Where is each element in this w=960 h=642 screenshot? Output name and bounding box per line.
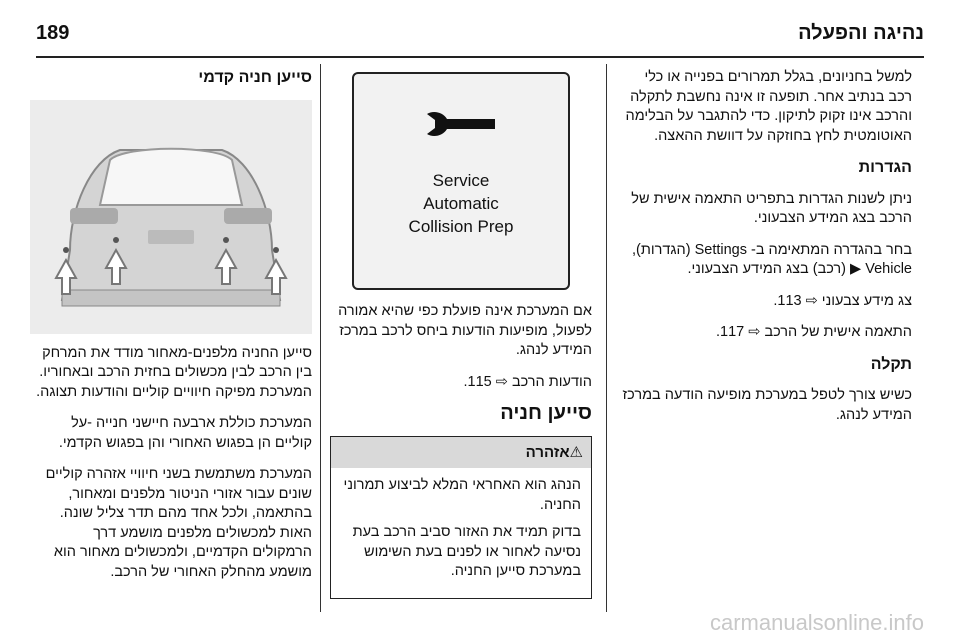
- intro-paragraph: למשל בחניונים, בגלל תמרורים בפנייה או כלי רכב בנתיב אחר. תופעה זו אינה נחשבת לתקלה והרכב אינו זקוק לתיקון. כדי להתגבר על הבלימה האוטומטית לחץ בחוזקה על דוושת ההאצה.: [625, 69, 912, 144]
- sensors-description: המערכת כוללת ארבעה חיישני חנייה -על קוליים הן בפגוש האחורי והן בפגוש הקדמי.: [58, 415, 312, 451]
- service-message-line-3: Collision Prep: [408, 217, 514, 236]
- front-parking-assist-heading: סייען חניה קדמי: [198, 69, 312, 86]
- settings-paragraph-1: ניתן לשנות הגדרות בתפריט התאמה אישית של הרכב בצג המידע הצבעוני.: [631, 190, 912, 226]
- settings-heading: הגדרות: [858, 159, 912, 176]
- car-rear-icon: [30, 100, 312, 334]
- warning-paragraph-2: בדוק תמיד את האזור סביב הרכב בעת נסיעה לאחור או לפנים בעת השימוש במערכת סייען החניה.: [352, 524, 581, 579]
- watermark: carmanualsonline.info: [709, 610, 924, 635]
- left-column: [36, 68, 312, 594]
- service-message-display: [352, 72, 570, 290]
- settings-paragraph-2: בחר בהגדרה המתאימה ב- Settings (הגדרות), Vehicle ▶ (רכב) בצג המידע הצבעוני.: [631, 241, 912, 277]
- malfunction-paragraph: אם המערכת אינה פועלת כפי שהיא אמורה לפעול, מופיעות הודעות ביחס לרכב במרכז המידע לנהג.: [338, 303, 592, 358]
- car-rear-sensors-illustration: [30, 100, 312, 334]
- page-header: [36, 22, 924, 48]
- warning-box: [330, 436, 592, 599]
- header-rule: [36, 56, 924, 58]
- wrench-icon: [423, 110, 499, 138]
- service-message-text: [354, 169, 568, 238]
- settings-reference-1: צג מידע צבעוני ⇨ 113.: [773, 292, 912, 309]
- page-title: נהיגה והפעלה: [798, 22, 924, 44]
- service-message-line-1: Service: [432, 171, 490, 190]
- column-divider-left: [320, 64, 321, 612]
- fault-heading: תקלה: [870, 355, 912, 373]
- warning-title: ⚠אזהרה: [331, 437, 591, 469]
- warning-paragraph-1: הנהג הוא האחראי המלא לביצוע תמרוני החניה.: [343, 477, 581, 513]
- parking-assist-heading: סייען חניה: [500, 402, 592, 424]
- page-number: 189: [36, 22, 70, 44]
- right-column: [620, 68, 912, 437]
- parking-assist-description: סייען החניה מלפנים-מאחור מודד את המרחק בין הרכב לבין מכשולים בחזית הרכב ובאחוריו. המערכת מפיקה חיוויים קוליים והודעות תצוגה.: [36, 344, 312, 400]
- settings-reference-2: התאמה אישית של הרכב ⇨ 117.: [716, 324, 912, 340]
- warning-signals-description: המערכת משתמשת בשני חיוויי אזהרה קוליים שונים עבור אזורי הניטור מלפנים ומאחור, בהתאמה, ולכל אחד מהם תדר צליל שונה. האות למכשולים מלפנים מושמע דרך הרמקולים הקדמיים, ולמכשולים מאחור הוא מושמע מהחלק האחורי של הרכב.: [45, 466, 312, 580]
- middle-column: [330, 68, 592, 599]
- fault-paragraph: כשיש צורך לטפל במערכת מופיעה הודעה במרכז המידע לנהג.: [622, 387, 912, 423]
- vehicle-messages-reference: הודעות הרכב ⇨ 115.: [463, 373, 592, 390]
- service-message-line-2: Automatic: [423, 194, 499, 213]
- column-divider-right: [606, 64, 607, 612]
